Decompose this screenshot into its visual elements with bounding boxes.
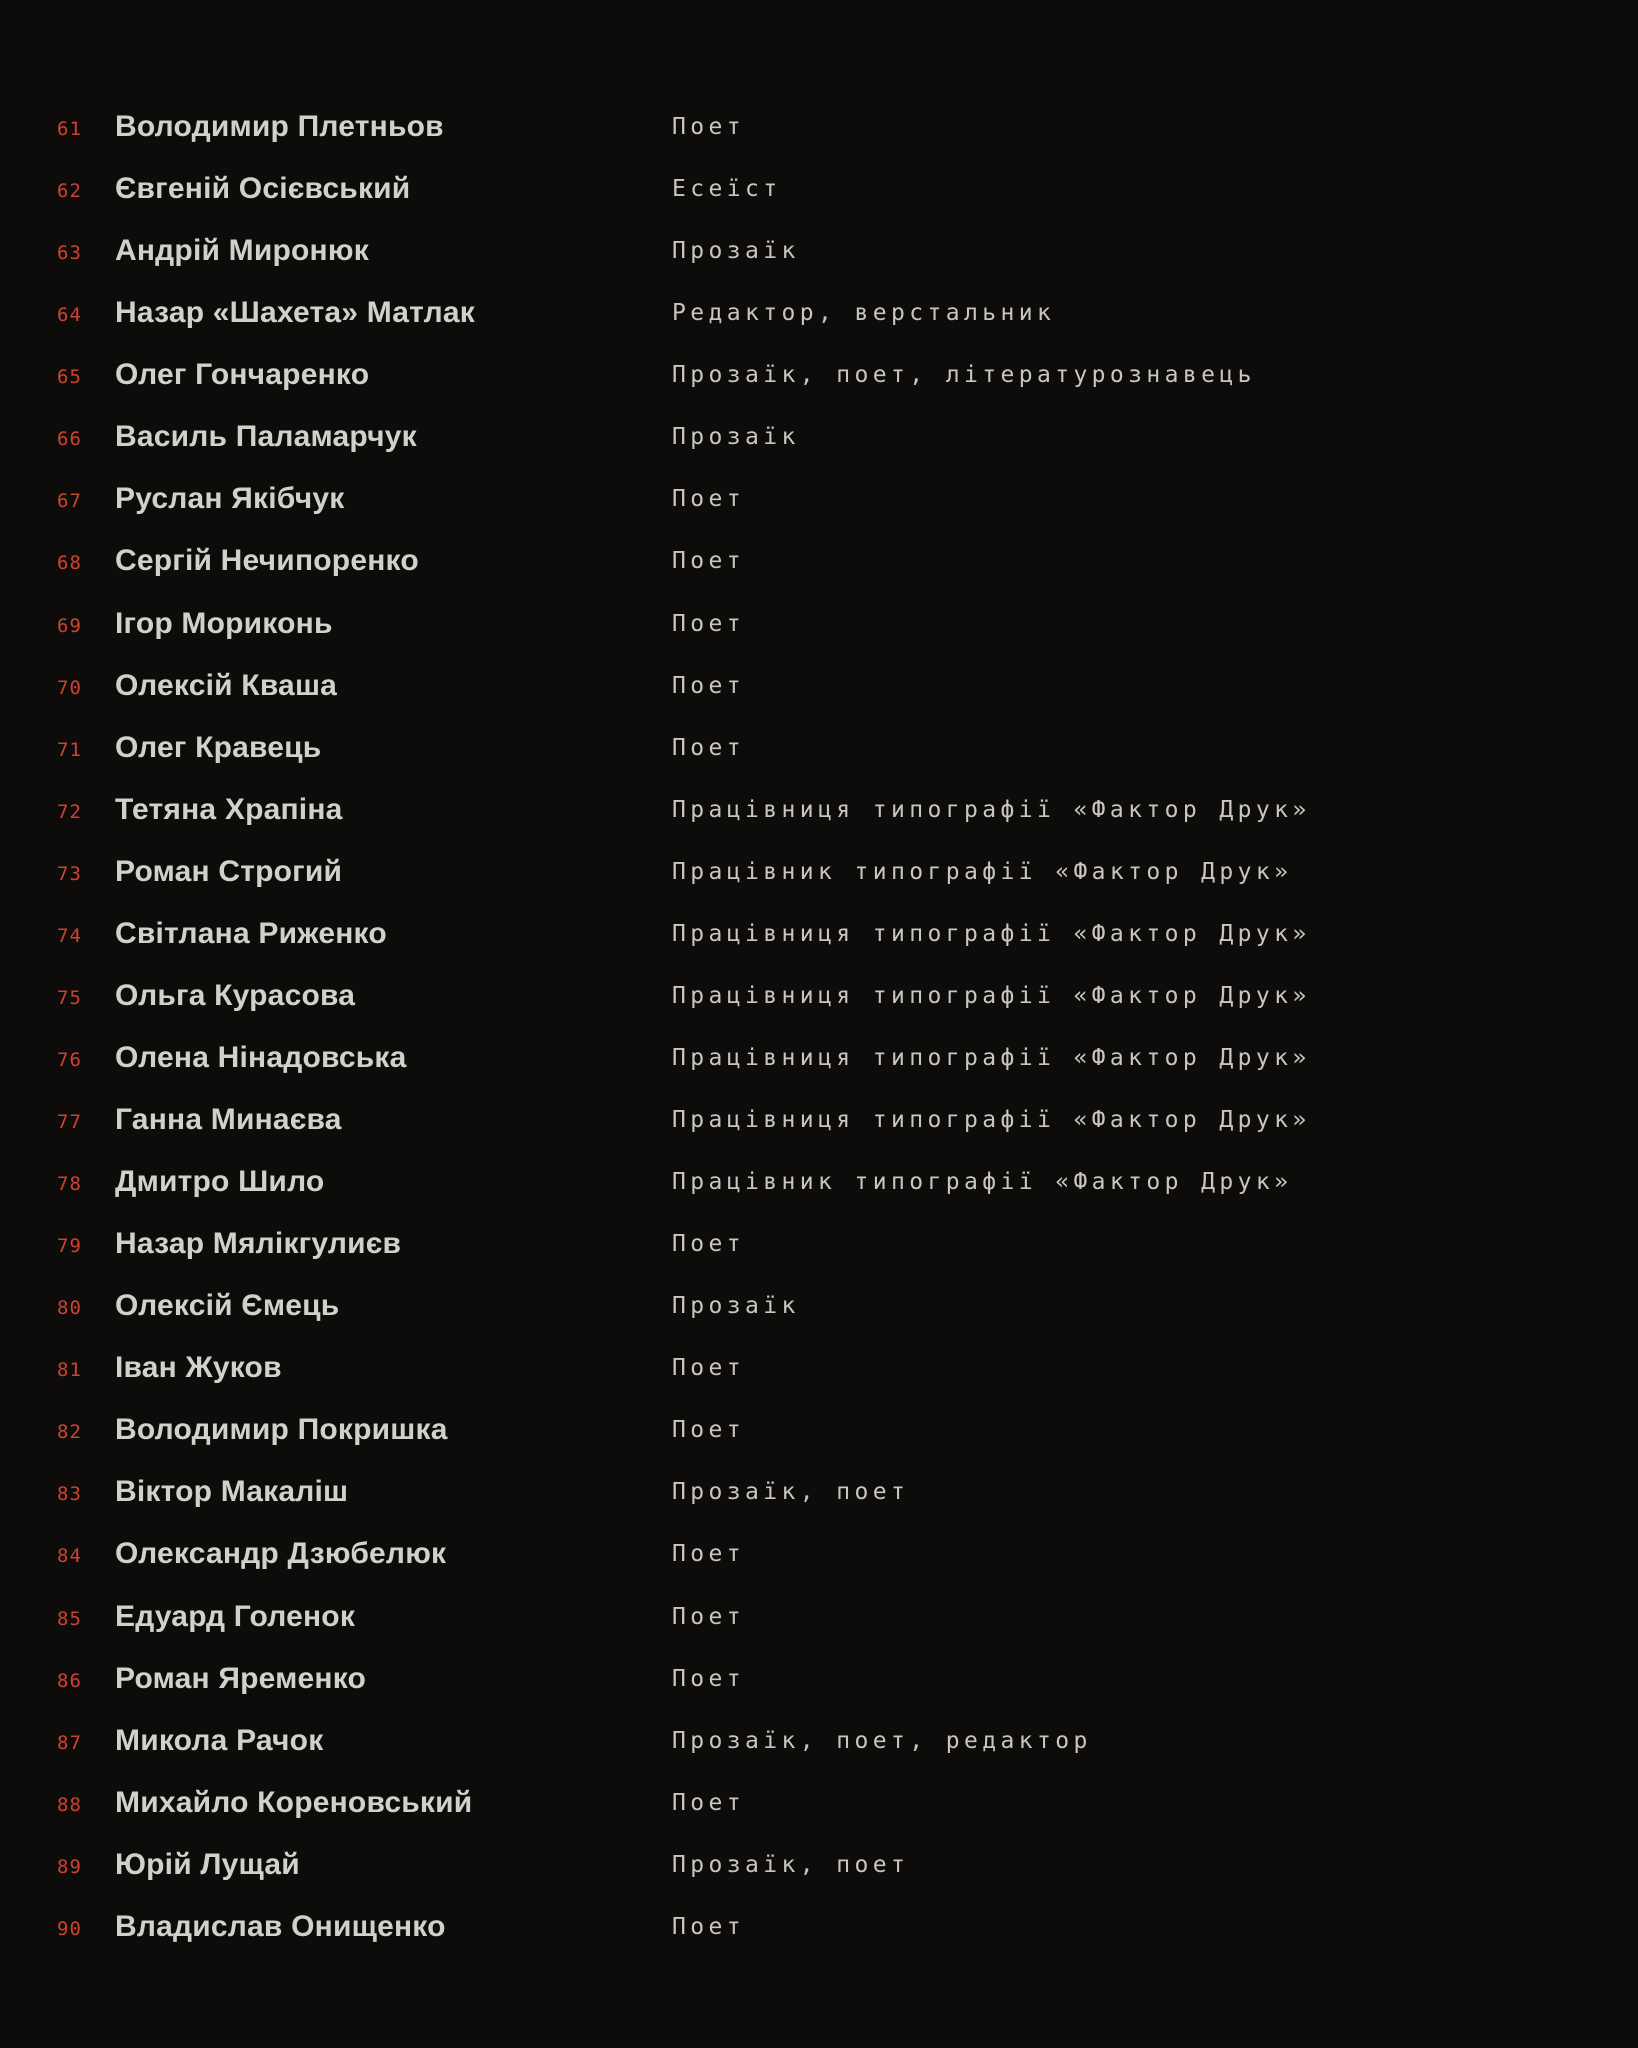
entry-name: Олексій Кваша <box>115 668 338 702</box>
entry-role: Працівниця типографії «Фактор Друк» <box>672 982 1311 1009</box>
list-item <box>57 406 1638 468</box>
list-item <box>57 1027 1638 1089</box>
entry-name: Володимир Плетньов <box>115 110 444 144</box>
entry-name: Владислав Онищенко <box>115 1909 446 1943</box>
entry-name: Ганна Минаєва <box>115 1103 342 1137</box>
entry-role: Поет <box>672 486 745 513</box>
list-item <box>57 220 1638 282</box>
list-item <box>57 96 1638 158</box>
list-item <box>57 779 1638 841</box>
entry-number: 80 <box>57 1297 82 1320</box>
entry-role: Редактор, верстальник <box>672 300 1056 327</box>
entry-role: Працівниця типографії «Фактор Друк» <box>672 920 1311 947</box>
entry-role: Поет <box>672 1665 745 1692</box>
list-item <box>57 1648 1638 1710</box>
entry-name: Микола Рачок <box>115 1723 324 1757</box>
entry-number: 71 <box>57 738 82 761</box>
entry-name: Олег Кравець <box>115 730 322 764</box>
entry-number: 66 <box>57 428 82 451</box>
entry-role: Поет <box>672 1355 745 1382</box>
entry-number: 81 <box>57 1359 82 1382</box>
entry-role: Есеїст <box>672 176 782 203</box>
entry-number: 75 <box>57 986 82 1009</box>
entry-role: Працівниця типографії «Фактор Друк» <box>672 1044 1311 1071</box>
entry-name: Світлана Риженко <box>115 916 387 950</box>
entry-name: Олена Нінадовська <box>115 1040 407 1074</box>
entry-name: Михайло Кореновський <box>115 1785 473 1819</box>
list-item <box>57 717 1638 779</box>
entry-number: 72 <box>57 800 82 823</box>
entry-role: Прозаїк <box>672 238 800 265</box>
entry-number: 89 <box>57 1855 82 1878</box>
list-item <box>57 530 1638 592</box>
entry-name: Юрій Лущай <box>115 1847 300 1881</box>
list-item <box>57 1461 1638 1523</box>
entry-name: Євгеній Осієвський <box>115 172 411 206</box>
entry-number: 83 <box>57 1483 82 1506</box>
list-item <box>57 1275 1638 1337</box>
entry-number: 65 <box>57 366 82 389</box>
entry-number: 63 <box>57 242 82 265</box>
entry-number: 76 <box>57 1048 82 1071</box>
entry-name: Ігор Мориконь <box>115 606 333 640</box>
list-item <box>57 1399 1638 1461</box>
list-item <box>57 593 1638 655</box>
entry-name: Едуард Голенок <box>115 1599 356 1633</box>
entry-role: Поет <box>672 1913 745 1940</box>
entry-number: 62 <box>57 180 82 203</box>
list-item <box>57 468 1638 530</box>
entry-role: Поет <box>672 1603 745 1630</box>
entry-number: 69 <box>57 614 82 637</box>
entry-number: 68 <box>57 552 82 575</box>
entry-name: Назар «Шахета» Матлак <box>115 296 476 330</box>
entry-number: 79 <box>57 1235 82 1258</box>
entry-name: Андрій Миронюк <box>115 234 369 268</box>
entry-name: Олексій Ємець <box>115 1289 340 1323</box>
entry-name: Ольга Курасова <box>115 978 356 1012</box>
entry-number: 64 <box>57 304 82 327</box>
entry-name: Назар Мялікгулиєв <box>115 1227 402 1261</box>
entry-role: Прозаїк <box>672 1293 800 1320</box>
entry-name: Василь Паламарчук <box>115 420 417 454</box>
list-item <box>57 158 1638 220</box>
entry-number: 85 <box>57 1607 82 1630</box>
entry-role: Прозаїк, поет, редактор <box>672 1727 1092 1754</box>
entry-role: Прозаїк, поет <box>672 1479 910 1506</box>
entry-number: 86 <box>57 1669 82 1692</box>
list-item <box>57 1710 1638 1772</box>
entry-role: Поет <box>672 672 745 699</box>
list-item <box>57 1523 1638 1585</box>
list-item <box>57 1772 1638 1834</box>
entry-role: Працівниця типографії «Фактор Друк» <box>672 1107 1311 1134</box>
list-item <box>57 1213 1638 1275</box>
list-item <box>57 841 1638 903</box>
list-item <box>57 655 1638 717</box>
entry-role: Поет <box>672 734 745 761</box>
entry-number: 67 <box>57 490 82 513</box>
entry-role: Поет <box>672 1417 745 1444</box>
entry-role: Працівник типографії «Фактор Друк» <box>672 858 1293 885</box>
entry-name: Дмитро Шило <box>115 1165 325 1199</box>
entry-number: 90 <box>57 1917 82 1940</box>
entry-name: Іван Жуков <box>115 1351 282 1385</box>
entry-role: Поет <box>672 114 745 141</box>
entry-number: 78 <box>57 1173 82 1196</box>
entry-number: 82 <box>57 1421 82 1444</box>
entry-name: Роман Яременко <box>115 1661 367 1695</box>
entry-role: Прозаїк, поет <box>672 1851 910 1878</box>
entry-number: 77 <box>57 1111 82 1134</box>
entry-number: 61 <box>57 118 82 141</box>
entry-name: Тетяна Храпіна <box>115 792 343 826</box>
entry-name: Олег Гончаренко <box>115 358 370 392</box>
entry-name: Олександр Дзюбелюк <box>115 1537 447 1571</box>
entry-number: 70 <box>57 676 82 699</box>
entry-role: Працівник типографії «Фактор Друк» <box>672 1169 1293 1196</box>
entry-role: Прозаїк <box>672 424 800 451</box>
entry-name: Роман Строгий <box>115 854 343 888</box>
list-item <box>57 282 1638 344</box>
list-item <box>57 344 1638 406</box>
entry-number: 88 <box>57 1793 82 1816</box>
entry-role: Поет <box>672 1231 745 1258</box>
list-item <box>57 1151 1638 1213</box>
entry-role: Працівниця типографії «Фактор Друк» <box>672 796 1311 823</box>
list-item <box>57 1337 1638 1399</box>
entry-role: Поет <box>672 1541 745 1568</box>
list-item <box>57 903 1638 965</box>
entry-role: Поет <box>672 548 745 575</box>
list-item <box>57 965 1638 1027</box>
entry-name: Сергій Нечипоренко <box>115 544 419 578</box>
list-item <box>57 1089 1638 1151</box>
list-item <box>57 1834 1638 1896</box>
entry-number: 84 <box>57 1545 82 1568</box>
entry-name: Руслан Якібчук <box>115 482 345 516</box>
entry-role: Поет <box>672 1789 745 1816</box>
entry-name: Володимир Покришка <box>115 1413 448 1447</box>
list-item <box>57 1896 1638 1958</box>
list-item <box>57 1586 1638 1648</box>
entry-name: Віктор Макаліш <box>115 1475 349 1509</box>
entry-number: 73 <box>57 862 82 885</box>
entry-number: 74 <box>57 924 82 947</box>
entry-role: Прозаїк, поет, літературознавець <box>672 362 1256 389</box>
entry-role: Поет <box>672 610 745 637</box>
entry-number: 87 <box>57 1731 82 1754</box>
